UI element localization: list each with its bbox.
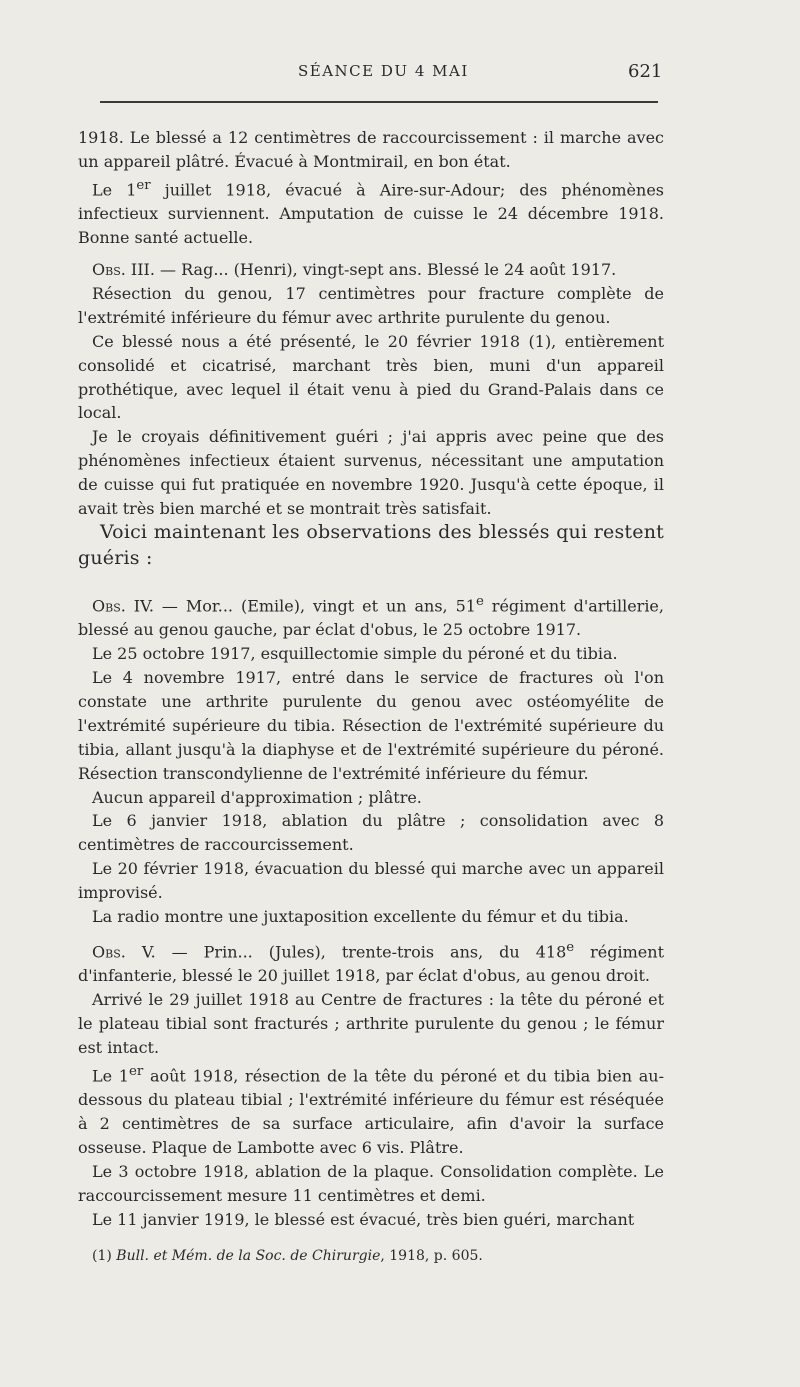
paragraph: Le 1er août 1918, résection de la tête du péroné et du tibia bien au-dessous du plateau tibial ; l'extrémité inférieure du fémur est réséquée à 2 centimètres de sa surface articulaire, afin d'avoir la surface osseuse. Plaque de Lambotte avec 6 vis. Plâtre.	[78, 1063, 665, 1157]
paragraph: Arrivé le 29 juillet 1918 au Centre de fractures : la tête du péroné et le plateau tibial sont fracturés ; arthrite purulente du genou ; le fémur est intact.	[78, 990, 664, 1057]
paragraph: Résection du genou, 17 centimètres pour fracture complète de l'extrémité inférieure du fémur avec arthrite purulente du genou.	[78, 283, 664, 327]
footnote-source: Bull. et Mém. de la Soc. de Chirurgie	[116, 1248, 381, 1264]
paragraph: Aucun appareil d'approximation ; plâtre.	[92, 787, 422, 807]
observation-4	[78, 590, 664, 929]
paragraph: Le 20 février 1918, évacuation du blessé qui marche avec un appareil improvisé.	[78, 859, 664, 903]
paragraph: Le 4 novembre 1917, entré dans le service de fractures où l'on constate une arthrite purulente du genou avec ostéomyélite de l'extrémité supérieure du tibia. Résection de l'extrémité supérieure du tibia, allant jusqu'à la diaphyse et de l'extrémité supérieure du péroné. Résection transcondylienne de l'extrémité inférieure du fémur.	[78, 668, 664, 783]
footnote-rest: , 1918, p. 605.	[380, 1248, 483, 1264]
running-title: SÉANCE DU 4 MAI	[298, 62, 469, 80]
paragraph: La radio montre une juxtaposition excellente du fémur et du tibia.	[92, 907, 629, 927]
paragraph: 1918. Le blessé a 12 centimètres de raccourcissement : il marche avec un appareil plâtré. Évacué à Montmirail, en bon état.	[78, 128, 664, 171]
observation-heading: Obs. IV. — Mor... (Emile), vingt et un ans, 51e régiment d'artillerie, blessé au genou gauche, par éclat d'obus, le 25 octobre 1917.	[78, 594, 664, 640]
paragraph: Le 11 janvier 1919, le blessé est évacué, très bien guéri, marchant	[92, 1209, 635, 1229]
header-rule	[100, 101, 658, 103]
paragraph: Le 3 octobre 1918, ablation de la plaque. Consolidation complète. Le raccourcissement mesure 11 centimètres et demi.	[78, 1161, 664, 1205]
observation-5	[78, 936, 664, 1232]
running-header	[0, 62, 800, 86]
paragraph: Je le croyais définitivement guéri ; j'ai appris avec peine que des phénomènes infectieux étaient survenus, nécessitant une amputation de cuisse qui fut pratiquée en novembre 1920. Jusqu'à cette époque, il avait très bien marché et se montrait très satisfait.	[78, 427, 664, 519]
paragraph: Le 1er juillet 1918, évacué à Aire-sur-Adour; des phénomènes infectieux surviennent. Amputation de cuisse le 24 décembre 1918. Bonne santé actuelle.	[78, 177, 665, 247]
observation-heading: Obs. III. — Rag... (Henri), vingt-sept ans. Blessé le 24 août 1917.	[92, 260, 617, 279]
observation-heading: Obs. V. — Prin... (Jules), trente-trois ans, du 418e régiment d'infanterie, blessé le 20 juillet 1918, par éclat d'obus, au genou droit.	[78, 940, 665, 986]
footnote	[92, 1246, 652, 1266]
section-intro: Voici maintenant les observations des blessés qui restent guéris :	[78, 521, 664, 569]
page-number: 621	[628, 61, 663, 82]
paragraph: Le 6 janvier 1918, ablation du plâtre ; consolidation avec 8 centimètres de raccourcissement.	[78, 811, 664, 855]
observation-label: Obs. III.	[92, 260, 155, 279]
paragraph: Le 25 octobre 1917, esquillectomie simple du péroné et du tibia.	[92, 644, 618, 664]
observation-3	[78, 258, 664, 521]
footnote-marker: (1)	[92, 1248, 117, 1264]
observation-label: Obs. V.	[92, 942, 156, 962]
paragraph: Ce blessé nous a été présenté, le 20 février 1918 (1), entièrement consolidé et cicatrisé, marchant très bien, muni d'un appareil prothétique, avec lequel il était venu à pied du Grand-Palais dans ce local.	[78, 331, 664, 423]
text-block-continuation	[78, 126, 664, 250]
observation-label: Obs. IV.	[92, 596, 154, 616]
